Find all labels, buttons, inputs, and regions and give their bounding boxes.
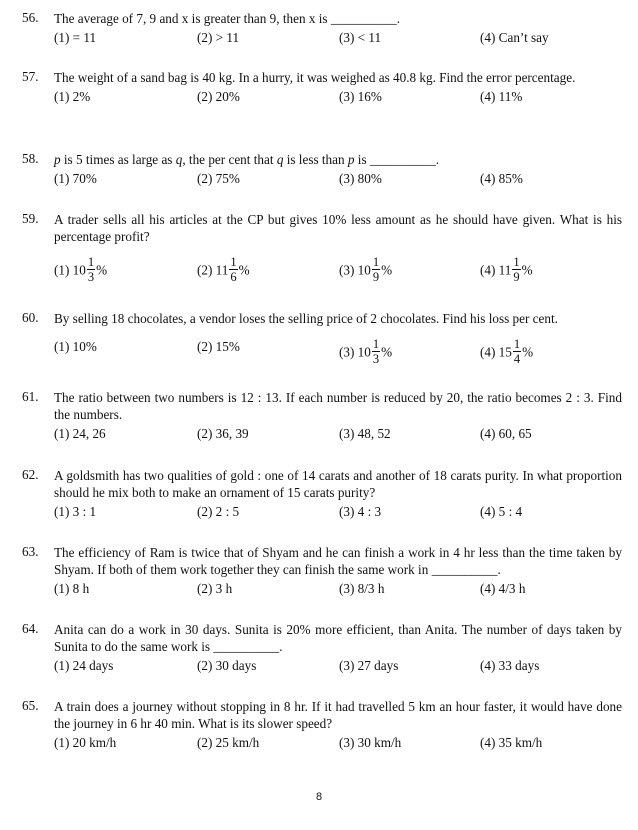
question-number: 64. [22,621,39,636]
option-3: (3) 8/3 h [339,581,385,596]
question-text: The weight of a sand bag is 40 kg. In a hurry, it was weighed as 40.8 kg. Find the error percentage. [54,70,576,85]
option-1: (1) 24, 26 [54,426,106,441]
var-q2: q [276,152,284,167]
question-number: 58. [22,151,39,166]
option-3: (3) 27 days [339,658,399,673]
options [22,658,622,676]
option-2: (2) 20% [197,89,240,104]
option-suffix: % [522,344,534,360]
option-label: (3) 10 [339,344,371,360]
question-59 [22,211,622,282]
option-3: (3) 4 : 3 [339,504,382,519]
option-1: (1) 8 h [54,581,90,596]
question-text: A train does a journey without stopping in 8 hr. If it had travelled 5 km an hour faster, it would have done the journey in 6 hr 40 min. What is its slower speed? [54,699,622,731]
fraction-denominator: 3 [87,270,95,284]
option-2: (2) 30 days [197,658,257,673]
option-label: (2) 11 [197,262,229,278]
question-56 [22,10,622,48]
question-57 [22,69,622,107]
option-2: (2) 75% [197,171,240,186]
page-number: 8 [315,791,323,803]
option-3 [339,339,392,368]
question-text: The ratio between two numbers is 12 : 13. If each number is reduced by 20, the ratio becomes 2 : 3. Find the numbers. [54,390,622,422]
question-58 [22,151,622,189]
question-number: 65. [22,698,39,713]
fraction-denominator: 6 [230,270,237,284]
options [22,89,622,107]
question-number: 61. [22,389,39,404]
option-2: (2) 15% [197,339,240,354]
option-2: (2) 3 h [197,581,233,596]
fraction-denominator: 3 [372,352,380,366]
option-4: (4) 85% [480,171,523,186]
option-3: (3) 48, 52 [339,426,391,441]
option-4 [480,257,533,286]
fraction-numerator: 1 [513,255,520,269]
option-suffix: % [521,262,533,278]
option-3: (3) < 11 [339,30,382,45]
option-2: (2) 2 : 5 [197,504,240,519]
option-1 [54,257,107,286]
option-2: (2) 36, 39 [197,426,249,441]
option-1: (1) 20 km/h [54,735,117,750]
option-1: (1) 3 : 1 [54,504,97,519]
option-label: (4) 11 [480,262,512,278]
option-3: (3) 30 km/h [339,735,402,750]
question-62 [22,467,622,522]
option-label: (4) 15 [480,344,512,360]
option-2: (2) > 11 [197,30,240,45]
option-3 [339,257,392,286]
option-label: (3) 10 [339,262,371,278]
option-suffix: % [381,262,393,278]
option-4 [480,339,533,368]
fraction-numerator: 1 [372,337,380,351]
option-4: (4) 4/3 h [480,581,526,596]
question-65 [22,698,622,753]
fraction [372,255,380,284]
question-text: A goldsmith has two qualities of gold : one of 14 carats and another of 18 carats purity. In what proportion should he mix both to make an ornament of 15 carats purity? [54,468,622,500]
options [22,735,622,753]
question-number: 62. [22,467,39,482]
options [22,171,622,189]
question-text: A trader sells all his articles at the CP but gives 10% less amount as he should have given. What is his percentage profit? [54,212,622,244]
fraction-numerator: 1 [513,337,521,351]
question-64 [22,621,622,676]
fraction-numerator: 1 [372,255,380,269]
option-2: (2) 25 km/h [197,735,260,750]
question-63 [22,544,622,599]
question-number: 56. [22,10,39,25]
question-text: The efficiency of Ram is twice that of Shyam and he can finish a work in 4 hr less than the time taken by Shyam. If both of them work together they can finish the same work in __________. [54,545,622,577]
option-4: (4) 35 km/h [480,735,543,750]
option-4: (4) 33 days [480,658,540,673]
question-number: 59. [22,211,39,226]
var-p: p [54,152,61,167]
options [22,504,622,522]
options [22,581,622,599]
options [22,330,622,364]
question-text: By selling 18 chocolates, a vendor loses the selling price of 2 chocolates. Find his loss per cent. [54,311,558,326]
fraction [372,337,380,366]
option-1: (1) 10% [54,339,97,354]
question-text: The average of 7, 9 and x is greater than 9, then x is __________. [54,11,401,26]
fraction [513,337,521,366]
option-4: (4) 5 : 4 [480,504,523,519]
options [22,426,622,444]
option-suffix: % [381,344,393,360]
option-3: (3) 16% [339,89,382,104]
option-2 [197,257,250,286]
option-4: (4) 11% [480,89,523,104]
options [22,30,622,48]
option-suffix: % [96,262,108,278]
option-suffix: % [238,262,250,278]
option-3: (3) 80% [339,171,382,186]
option-1: (1) 2% [54,89,91,104]
question-61 [22,389,622,444]
question-number: 60. [22,310,39,325]
option-1: (1) = 11 [54,30,97,45]
option-1: (1) 70% [54,171,97,186]
options [22,248,622,282]
fraction [512,255,520,284]
option-label: (1) 10 [54,262,86,278]
question-number: 57. [22,69,39,84]
option-4: (4) 60, 65 [480,426,532,441]
var-p2: p [347,152,355,167]
fraction-numerator: 1 [230,255,237,269]
question-text: Anita can do a work in 30 days. Sunita is 20% more efficient, than Anita. The number of days taken by Sunita to do the same work is __________. [54,622,622,654]
fraction [229,255,237,284]
question-number: 63. [22,544,39,559]
var-q: q [175,152,183,167]
fraction-denominator: 9 [372,270,380,284]
fraction-denominator: 4 [513,352,521,366]
fraction-numerator: 1 [87,255,95,269]
fraction-denominator: 9 [513,270,520,284]
option-4: (4) Can’t say [480,30,549,45]
option-1: (1) 24 days [54,658,114,673]
question-text: p is 5 times as large as q, the per cent that q is less than p is __________. [54,152,440,167]
fraction [87,255,95,284]
question-60 [22,310,622,364]
